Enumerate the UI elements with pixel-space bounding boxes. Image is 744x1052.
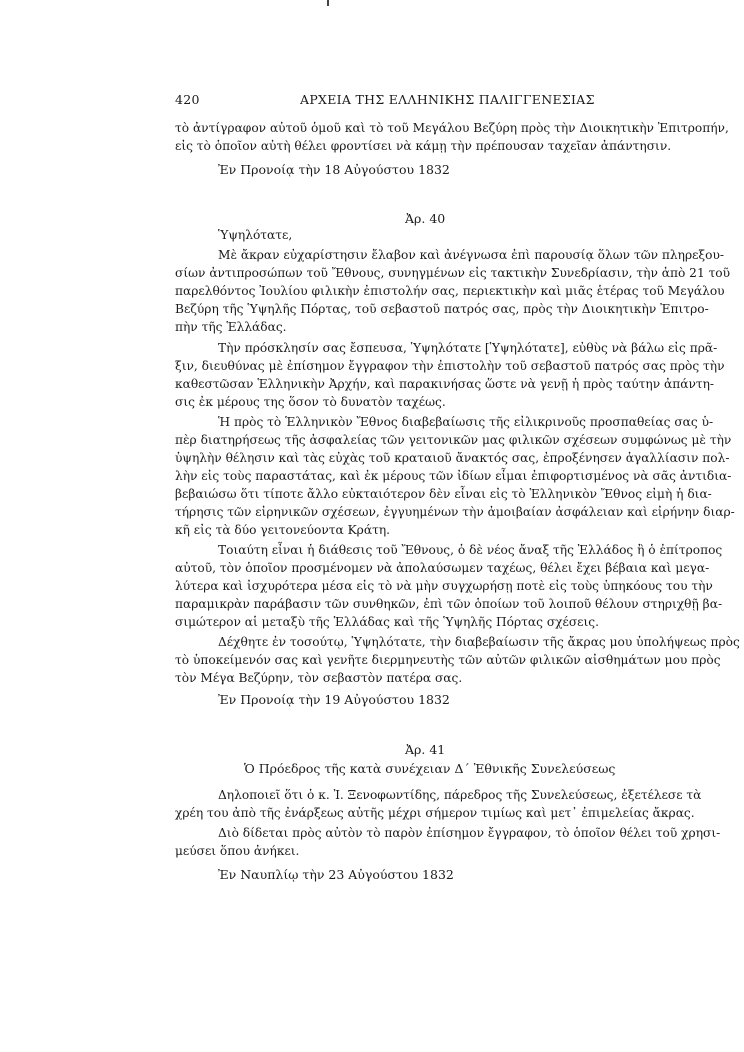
- doc40-p1-line: Βεζύρη τῆς Ὑψηλῆς Πόρτας, τοῦ σεβαστοῦ πατρός σας, πρὸς τὴν Διοικητικὴν Ἐπιτρο-: [175, 302, 709, 316]
- doc40-p4-line: Τοιαύτη εἶναι ἡ διάθεσις τοῦ Ἔθνους, ὁ δὲ νέος ἄναξ τῆς Ἑλλάδος ἢ ὁ ἐπίτροπος: [218, 543, 723, 557]
- doc41-title: Ὁ Πρόεδρος τῆς κατὰ συνέχειαν Δ΄ Ἐθνικῆς Συνελεύσεως: [244, 761, 616, 776]
- doc41-p1-line: χρέη του ἀπὸ τῆς ἐνάρξεως αὐτῆς μέχρι σήμερον τιμίως καὶ μετ᾽ ἐπιμελείας ἄκρας.: [175, 806, 695, 820]
- doc40-number: Ἀρ. 40: [405, 211, 446, 226]
- doc41-p2-line: μεύσει ὅπου ἀνήκει.: [175, 844, 300, 858]
- doc40-p3-line: τήρησις τῶν εἰρηνικῶν σχέσεων, ἐγγυημένων τὴν ἀμοιβαίαν ἀσφάλειαν καὶ εἰρήνην διαρ-: [175, 505, 735, 519]
- doc40-p2-line: καθεστῶσαν Ἑλληνικὴν Ἀρχήν, καὶ παρακινήσας ὥστε νὰ γενῇ ἡ πρὸς ταύτην ἀπάντη-: [175, 377, 715, 391]
- doc40-p5-line: τὸν Μέγα Βεζύρην, τὸν σεβαστὸν πατέρα σας.: [175, 671, 463, 685]
- doc40-p5-line: Δέχθητε ἐν τοσούτῳ, Ὑψηλότατε, τὴν διαβεβαίωσιν τῆς ἄκρας μου ὑπολήψεως πρὸς: [218, 635, 740, 649]
- intro-line: τὸ ἀντίγραφον αὐτοῦ ὁμοῦ καὶ τὸ τοῦ Μεγάλου Βεζύρη πρὸς τὴν Διοικητικὴν Ἐπιτροπήν,: [175, 121, 729, 135]
- doc40-p1-line: σίων ἀντιπροσώπων τοῦ Ἔθνους, συνηγμένων εἰς τακτικὴν Συνεδρίασιν, τὴν ἀπὸ 21 τοῦ: [175, 266, 731, 280]
- doc40-p3-line: βεβαιώσω ὅτι τίποτε ἄλλο εὐκταιότερον δὲν εἶναι εἰς τὸ Ἑλληνικὸν Ἔθνος εἰμὴ ἡ δια-: [175, 487, 712, 501]
- doc40-p2-line: Τὴν πρόσκλησίν σας ἔσπευσα, Ὑψηλότατε [Ὑψηλότατε], εὐθὺς νὰ βάλω εἰς πρᾶ-: [218, 341, 718, 355]
- doc41-p1-line: Δηλοποιεῖ ὅτι ὁ κ. Ἰ. Ξενοφωντίδης, πάρεδρος τῆς Συνελεύσεως, ἐξετέλεσε τὰ: [218, 788, 702, 802]
- doc40-p3-line: κῆ εἰς τὰ δύο γειτονεύοντα Κράτη.: [175, 523, 390, 537]
- running-title: ΑΡΧΕΙΑ ΤΗΣ ΕΛΛΗΝΙΚΗΣ ΠΑΛΙΓΓΕΝΕΣΙΑΣ: [300, 92, 595, 107]
- doc40-p4-line: λύτερα καὶ ἰσχυρότερα μέσα εἰς τὸ νὰ μὴν συγχωρήσῃ ποτὲ εἰς τοὺς ὑπηκόους του τὴν: [175, 579, 713, 593]
- doc41-number: Ἀρ. 41: [405, 742, 446, 757]
- doc40-p2-line: σις ἐκ μέρους της ὅσον τὸ δυνατὸν ταχέως.: [175, 395, 446, 409]
- doc40-p1-line: πὴν τῆς Ἑλλάδας.: [175, 320, 287, 334]
- doc40-p1-line: Μὲ ἄκραν εὐχαρίστησιν ἔλαβον καὶ ἀνέγνωσα ἐπὶ παρουσίᾳ ὅλων τῶν πληρεξου-: [218, 248, 725, 262]
- doc40-p3-line: ὑψηλὴν θέλησιν καὶ τὰς εὐχὰς τοῦ κραταιοῦ ἄνακτός σας, ἐπροξένησεν ἀγαλλίασιν πολ-: [175, 451, 730, 465]
- doc40-date: Ἐν Προνοίᾳ τὴν 19 Αὐγούστου 1832: [218, 692, 450, 707]
- intro-date: Ἐν Προνοίᾳ τὴν 18 Αὐγούστου 1832: [218, 162, 450, 177]
- doc40-p4-line: παραμικρὰν παράβασιν τῶν συνθηκῶν, ἐπὶ τῶν ὁποίων τοῦ λοιποῦ θέλουν στηριχθῇ βα-: [175, 597, 723, 611]
- doc40-p3-line: λὴν εἰς τοὺς παραστάτας, καὶ ἐκ μέρους τῶν ἰδίων εἶμαι ἐπιφορτισμένος νὰ σᾶς ἀντιδια-: [175, 469, 732, 483]
- doc40-p1-line: παρελθόντος Ἰουλίου φιλικὴν ἐπιστολήν σας, περιεκτικὴν καὶ μιᾶς ἑτέρας τοῦ Μεγάλου: [175, 284, 725, 298]
- doc41-date: Ἐν Ναυπλίῳ τὴν 23 Αὐγούστου 1832: [218, 867, 454, 882]
- doc40-p5-line: τὸ ὑποκείμενόν σας καὶ γενῆτε διερμηνευτὴς τῶν αὐτῶν φιλικῶν αἰσθημάτων μου πρὸς: [175, 653, 721, 667]
- doc40-p4-line: σιμώτερον αἱ μεταξὺ τῆς Ἑλλάδας καὶ τῆς Ὑψηλῆς Πόρτας σχέσεις.: [175, 615, 599, 629]
- intro-line: εἰς τὸ ὁποῖον αὐτὴ θέλει φροντίσει νὰ κάμῃ τὴν πρέπουσαν ταχεῖαν ἀπάντησιν.: [175, 139, 672, 153]
- doc40-p3-line: Ἡ πρὸς τὸ Ἑλληνικὸν Ἔθνος διαβεβαίωσις τῆς εἰλικρινοῦς προσπαθείας σας ὑ-: [218, 415, 714, 429]
- doc40-salutation: Ὑψηλότατε,: [218, 228, 293, 242]
- scan-mark: [327, 0, 329, 6]
- page-number: 420: [175, 92, 200, 107]
- doc41-p2-line: Διὸ δίδεται πρὸς αὐτὸν τὸ παρὸν ἐπίσημον ἔγγραφον, τὸ ὁποῖον θέλει τοῦ χρησι-: [218, 826, 721, 840]
- doc40-p4-line: αὐτοῦ, τὸν ὁποῖον προσμένομεν νὰ ἀπολαύσωμεν ταχέως, θέλει ἔχει βέβαια καὶ μεγα-: [175, 561, 710, 575]
- doc40-p2-line: ξιν, διευθύνας μὲ ἐπίσημον ἔγγραφον τὴν ἐπιστολὴν τοῦ σεβαστοῦ πατρός σας πρὸς τὴν: [175, 359, 725, 373]
- doc40-p3-line: πὲρ διατηρήσεως τῆς ἀσφαλείας τῶν γειτονικῶν μας φιλικῶν σχέσεων συμφώνως μὲ τὴν: [175, 433, 732, 447]
